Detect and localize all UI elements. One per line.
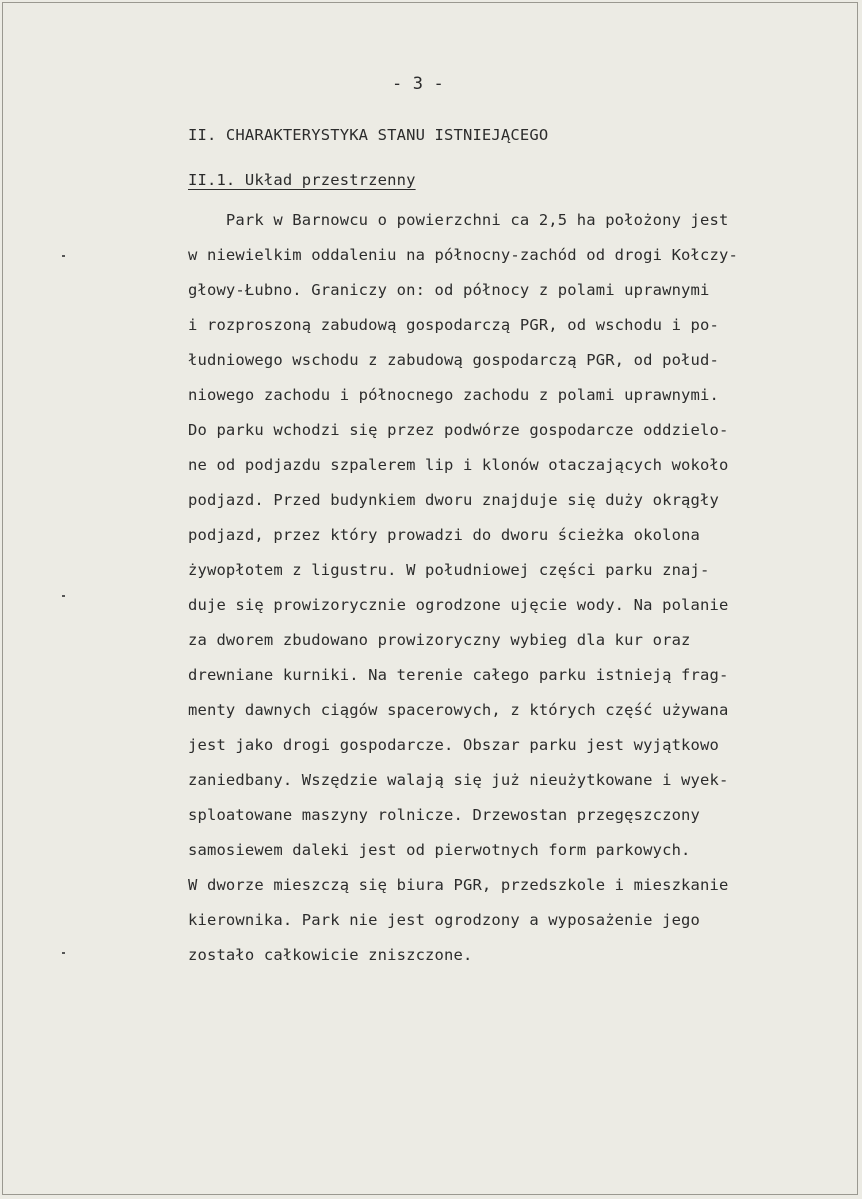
paragraph-line: Do parku wchodzi się przez podwórze gospodarcze oddzielo- (188, 421, 729, 439)
margin-mark (62, 595, 65, 597)
paragraph-line: niowego zachodu i północnego zachodu z polami uprawnymi. (188, 386, 719, 404)
paragraph-line: samosiewem daleki jest od pierwotnych form parkowych. (188, 841, 691, 859)
paragraph-line: łudniowego wschodu z zabudową gospodarczą PGR, od połud- (188, 351, 719, 369)
section-title: II. CHARAKTERYSTYKA STANU ISTNIEJĄCEGO (188, 126, 549, 144)
paragraph-line: Park w Barnowcu o powierzchni ca 2,5 ha położony jest (188, 211, 729, 229)
paragraph-line: kierownika. Park nie jest ogrodzony a wyposażenie jego (188, 911, 701, 929)
paragraph-line: za dworem zbudowano prowizoryczny wybieg dla kur oraz (188, 631, 691, 649)
paragraph-line: menty dawnych ciągów spacerowych, z których część używana (188, 701, 729, 719)
paragraph-line: głowy-Łubno. Graniczy on: od północy z polami uprawnymi (188, 281, 710, 299)
paragraph-line: jest jako drogi gospodarcze. Obszar parku jest wyjątkowo (188, 736, 719, 754)
paragraph-line: zostało całkowicie zniszczone. (188, 946, 473, 964)
paragraph-line: podjazd, przez który prowadzi do dworu ścieżka okolona (188, 526, 701, 544)
margin-mark (62, 255, 65, 257)
paragraph-line: sploatowane maszyny rolnicze. Drzewostan przegęszczony (188, 806, 701, 824)
paragraph-line: żywopłotem z ligustru. W południowej części parku znaj- (188, 561, 710, 579)
page-number: - 3 - (392, 74, 444, 94)
margin-mark (62, 952, 65, 954)
subsection-title: II.1. Układ przestrzenny (188, 171, 416, 189)
paragraph-line: podjazd. Przed budynkiem dworu znajduje się duży okrągły (188, 491, 719, 509)
paragraph-line: w niewielkim oddaleniu na północny-zachód od drogi Kołczy- (188, 246, 738, 264)
paragraph-line: drewniane kurniki. Na terenie całego parku istnieją frag- (188, 666, 729, 684)
paragraph-line: i rozproszoną zabudową gospodarczą PGR, od wschodu i po- (188, 316, 719, 334)
paragraph-line: W dworze mieszczą się biura PGR, przedszkole i mieszkanie (188, 876, 729, 894)
paragraph-line: duje się prowizorycznie ogrodzone ujęcie wody. Na polanie (188, 596, 729, 614)
paragraph-line: zaniedbany. Wszędzie walają się już nieużytkowane i wyek- (188, 771, 729, 789)
paragraph-line: ne od podjazdu szpalerem lip i klonów otaczających wokoło (188, 456, 729, 474)
